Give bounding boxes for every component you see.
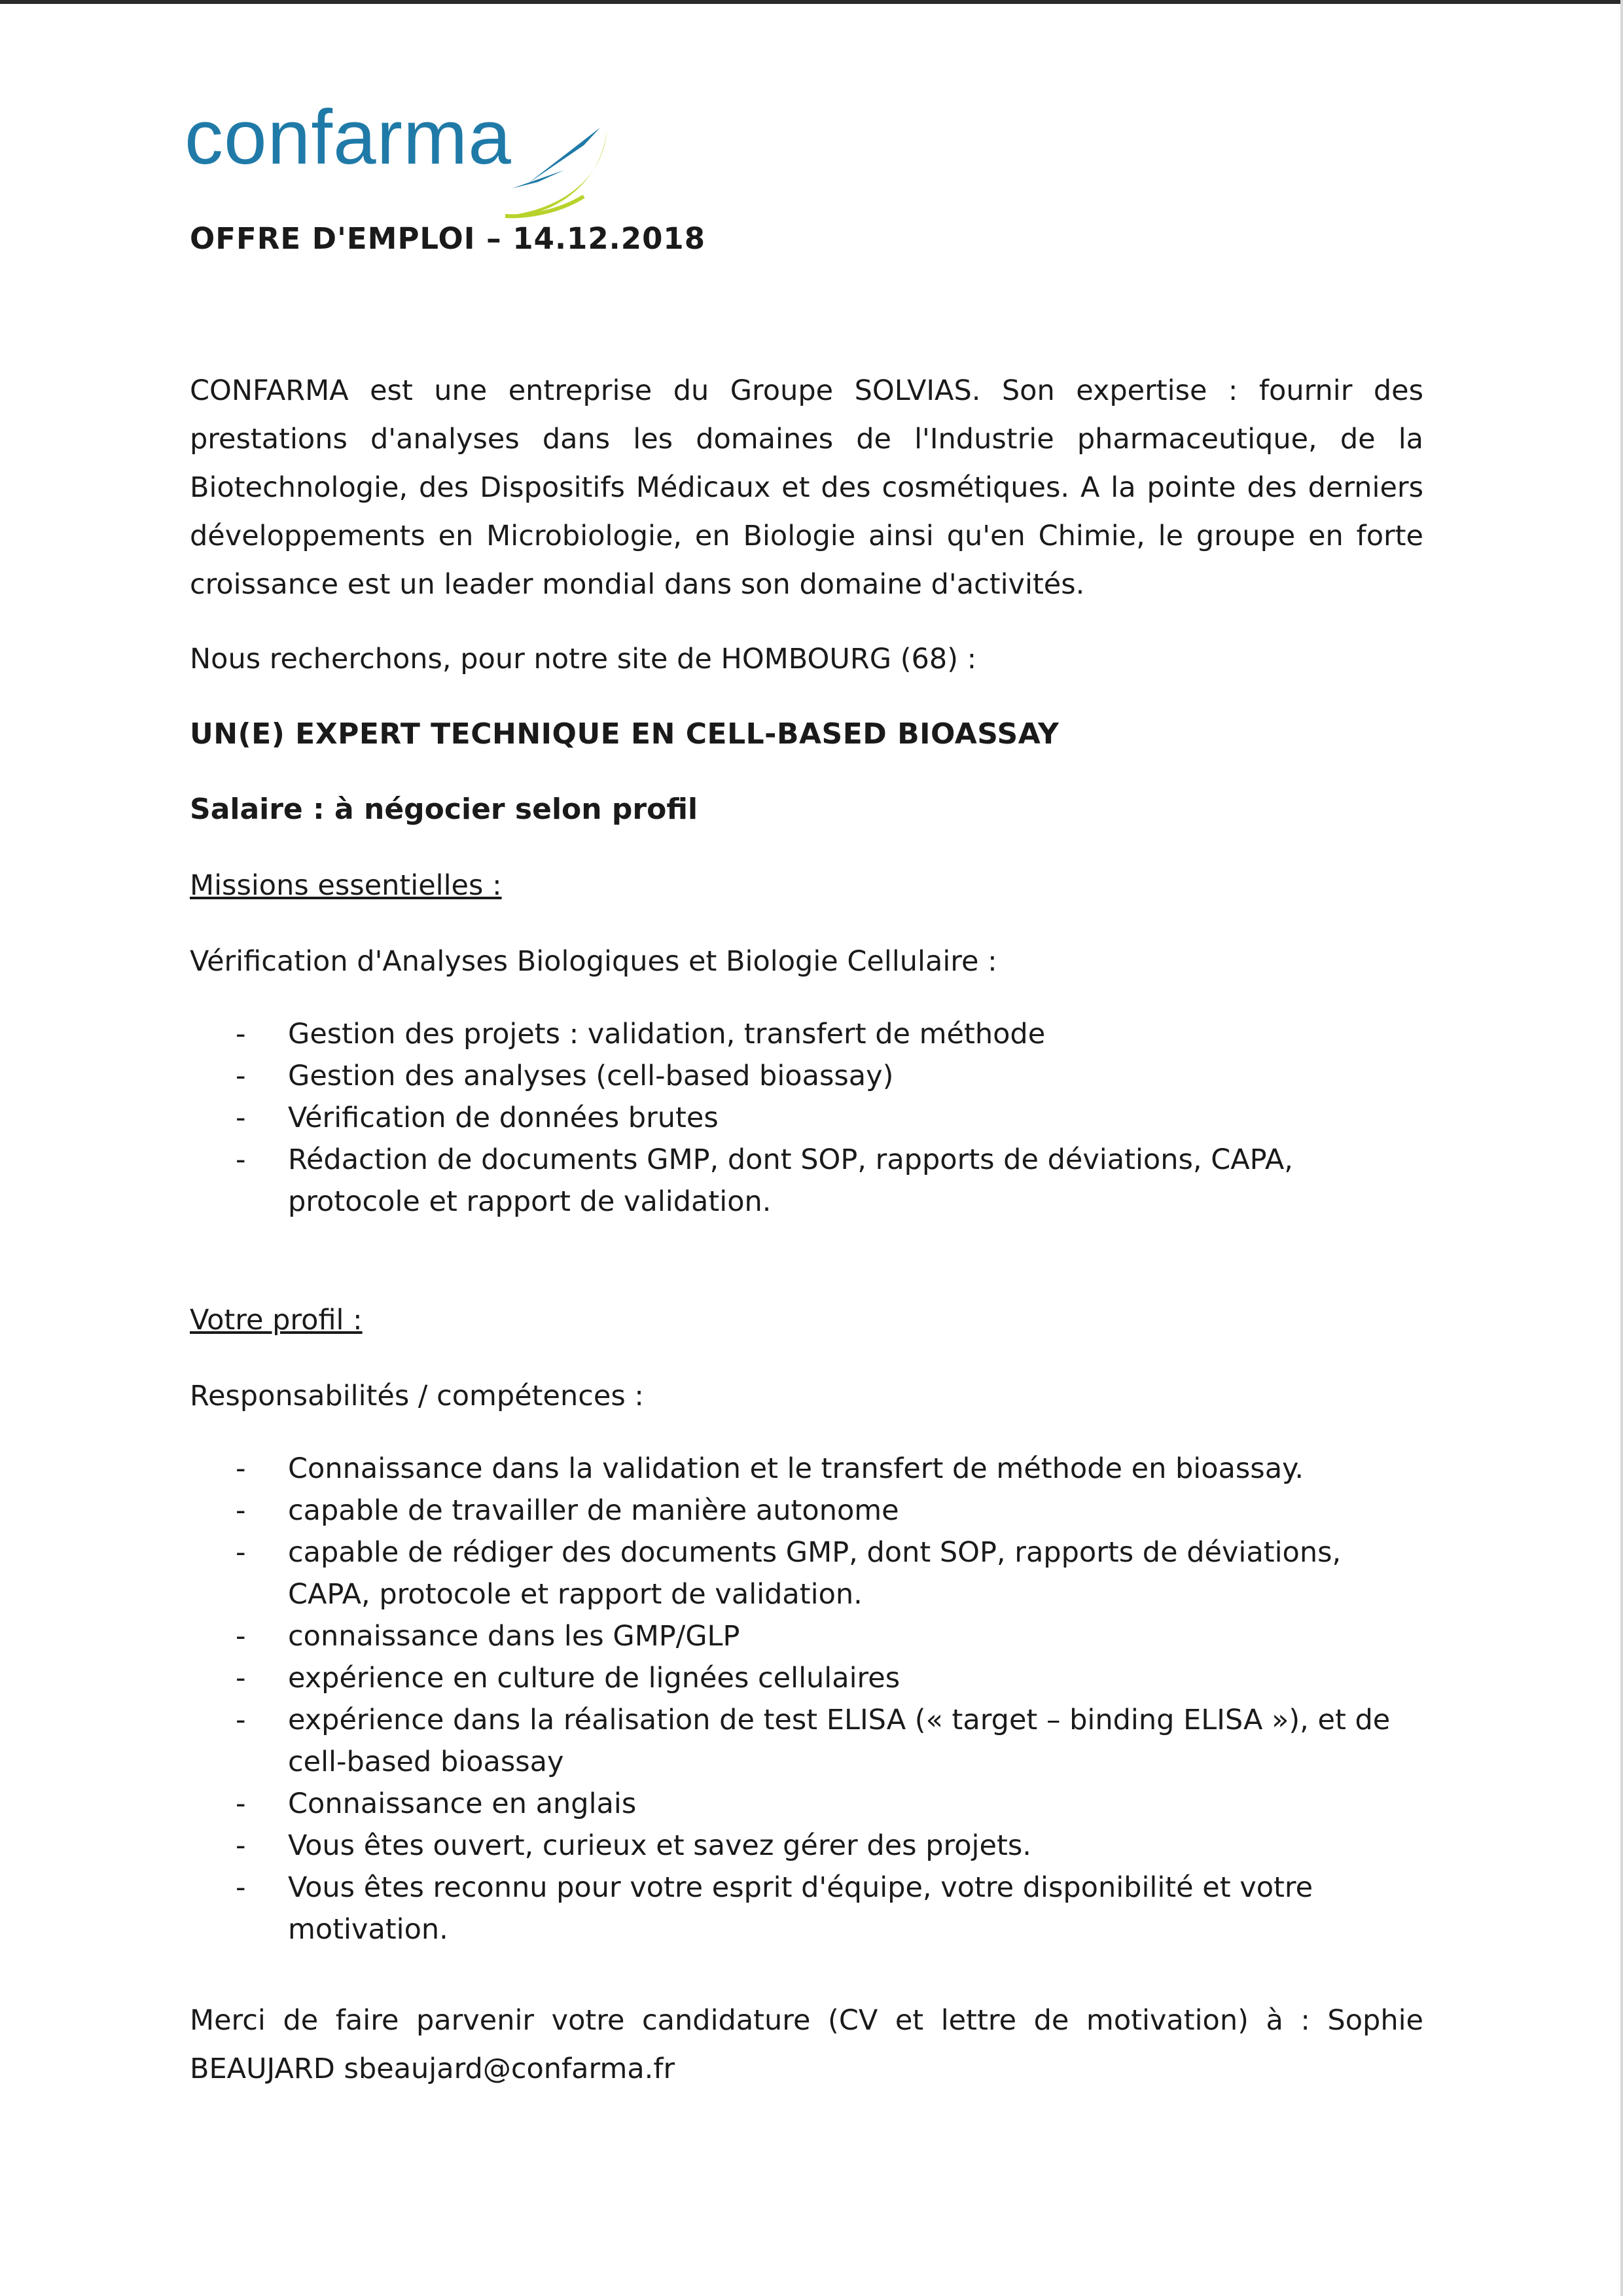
scan-top-edge [0,0,1623,4]
list-item: - Vérification de données brutes [190,1097,1423,1139]
job-title-block [190,710,1423,759]
missions-subheading: Vérification d'Analyses Biologiques et Biologie Cellulaire : [190,945,997,978]
list-item: - Rédaction de documents GMP, dont SOP, rapports de déviations, CAPA, protocole et rapport de validation. [190,1139,1423,1223]
job-title: UN(E) EXPERT TECHNIQUE EN CELL-BASED BIOASSAY [190,717,1060,751]
offer-title: OFFRE D'EMPLOI – 14.12.2018 [190,221,706,256]
missions-list [190,1013,1423,1223]
logo-wordmark: confarma [185,94,512,181]
confarma-logo [185,92,630,229]
list-item: - Gestion des analyses (cell-based bioassay) [190,1055,1423,1097]
list-item: - capable de rédiger des documents GMP, dont SOP, rapports de déviations, CAPA, protocole et rapport de validation. [190,1532,1423,1615]
list-item: - Gestion des projets : validation, transfert de méthode [190,1013,1423,1055]
intro-paragraph-block [190,367,1423,609]
list-item: - connaissance dans les GMP/GLP [190,1615,1423,1657]
missions-heading: Missions essentielles : [190,869,502,902]
list-item: - capable de travailler de manière autonome [190,1490,1423,1532]
missions-subheading-block [190,937,1423,986]
scan-right-edge [1620,0,1623,2296]
list-item: - Vous êtes ouvert, curieux et savez gérer des projets. [190,1825,1423,1867]
profile-list [190,1448,1423,1950]
logo-swoosh-icon [486,105,623,229]
missions-list-block [190,1013,1423,1223]
profile-subheading-block [190,1372,1423,1420]
missions-heading-block [190,861,1423,910]
list-item: - Connaissance en anglais [190,1783,1423,1825]
list-item: - Vous êtes reconnu pour votre esprit d'équipe, votre disponibilité et votre motivation. [190,1867,1423,1950]
intro-paragraph: CONFARMA est une entreprise du Groupe SOLVIAS. Son expertise : fournir des prestations d'analyses dans les domaines de l'Industrie pharmaceutique, de la Biotechnologie, des Dispositifs Médicaux et des cosmétiques. A la pointe des derniers développements en Microbiologie, en Biologie ainsi qu'en Chimie, le groupe en forte croissance est un leader mondial dans son domaine d'activités. [190,374,1423,601]
search-line: Nous recherchons, pour notre site de HOMBOURG (68) : [190,643,977,675]
salary-block [190,785,1423,834]
list-item: - Connaissance dans la validation et le transfert de méthode en bioassay. [190,1448,1423,1490]
profile-heading: Votre profil : [190,1304,363,1336]
list-item: - expérience en culture de lignées cellulaires [190,1657,1423,1699]
profile-list-block [190,1448,1423,1950]
salary-line: Salaire : à négocier selon profil [190,793,698,826]
profile-subheading: Responsabilités / compétences : [190,1380,644,1412]
list-item: - expérience dans la réalisation de test ELISA (« target – binding ELISA »), et de cell-based bioassay [190,1699,1423,1783]
closing-paragraph: Merci de faire parvenir votre candidature (CV et lettre de motivation) à : Sophie BEAUJARD sbeaujard@confarma.fr [190,2004,1423,2085]
search-line-block [190,635,1423,683]
closing-block [190,1996,1423,2093]
profile-heading-block [190,1296,1423,1344]
